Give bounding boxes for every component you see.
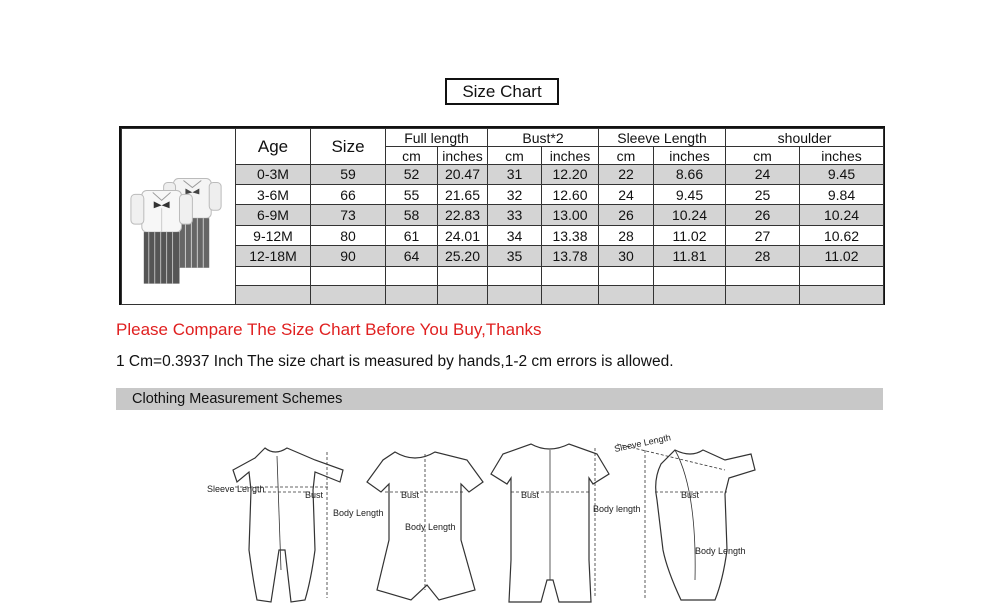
header-shoulder: shoulder (726, 129, 884, 147)
cell-shoulder-in: 9.45 (800, 164, 884, 184)
table-row-empty (122, 266, 884, 285)
cell-full-length-cm: 52 (386, 164, 438, 184)
header-size: Size (311, 129, 386, 165)
table-row (122, 246, 884, 266)
baby-romper-image (122, 129, 235, 302)
cell-bust-in: 13.38 (542, 225, 599, 245)
measurement-diagram (205, 430, 765, 610)
size-chart-title: Size Chart (445, 78, 559, 105)
cell-full-length-cm: 61 (386, 225, 438, 245)
cell-full-length-cm: 58 (386, 205, 438, 225)
cell-bust-cm: 34 (488, 225, 542, 245)
cell-sleeve-in: 10.24 (654, 205, 726, 225)
cell-bust-in: 13.00 (542, 205, 599, 225)
cell-full-length-in: 21.65 (438, 185, 488, 205)
cell-size: 90 (311, 246, 386, 266)
cell-full-length-cm: 64 (386, 246, 438, 266)
cell-shoulder-cm: 24 (726, 164, 800, 184)
cell-age: 6-9M (236, 205, 311, 225)
cell-shoulder-in: 10.62 (800, 225, 884, 245)
cell-size: 59 (311, 164, 386, 184)
subheader-inches: inches (438, 147, 488, 164)
size-chart-table (119, 126, 885, 305)
cell-shoulder-cm: 28 (726, 246, 800, 266)
section-title: Clothing Measurement Schemes (132, 391, 343, 407)
cell-size: 73 (311, 205, 386, 225)
cell-sleeve-in: 11.02 (654, 225, 726, 245)
cell-age: 9-12M (236, 225, 311, 245)
table-row (122, 205, 884, 225)
cell-shoulder-in: 11.02 (800, 246, 884, 266)
cell-shoulder-in: 9.84 (800, 185, 884, 205)
subheader-cm: cm (726, 147, 800, 164)
cell-bust-cm: 35 (488, 246, 542, 266)
cell-full-length-cm: 55 (386, 185, 438, 205)
subheader-inches: inches (654, 147, 726, 164)
section-header (116, 388, 883, 410)
table-row-empty (122, 286, 884, 305)
cell-sleeve-in: 11.81 (654, 246, 726, 266)
cell-shoulder-cm: 27 (726, 225, 800, 245)
cell-shoulder-cm: 26 (726, 205, 800, 225)
cell-size: 66 (311, 185, 386, 205)
product-photo (122, 129, 236, 305)
diagram-label-bust: Bust (401, 490, 420, 500)
cell-bust-cm: 32 (488, 185, 542, 205)
measurement-notice: 1 Cm=0.3937 Inch The size chart is measured by hands,1-2 cm errors is allowed. (116, 353, 674, 370)
cell-sleeve-cm: 28 (599, 225, 654, 245)
cell-sleeve-cm: 30 (599, 246, 654, 266)
romper-long-sleeve-drawing (233, 448, 343, 602)
header-age: Age (236, 129, 311, 165)
table-row (122, 164, 884, 184)
subheader-cm: cm (599, 147, 654, 164)
subheader-cm: cm (386, 147, 438, 164)
diagram-label-bust: Bust (305, 490, 324, 500)
cell-sleeve-cm: 26 (599, 205, 654, 225)
cell-bust-in: 12.20 (542, 164, 599, 184)
cell-shoulder-cm: 25 (726, 185, 800, 205)
cell-full-length-in: 22.83 (438, 205, 488, 225)
cell-full-length-in: 25.20 (438, 246, 488, 266)
table-row (122, 185, 884, 205)
diagram-label-body-length: Body Length (405, 522, 456, 532)
subheader-cm: cm (488, 147, 542, 164)
diagram-label-bust: Bust (681, 490, 700, 500)
diagram-label-bust: Bust (521, 490, 540, 500)
cell-sleeve-cm: 24 (599, 185, 654, 205)
cell-full-length-in: 24.01 (438, 225, 488, 245)
cell-size: 80 (311, 225, 386, 245)
subheader-inches: inches (800, 147, 884, 164)
cell-age: 0-3M (236, 164, 311, 184)
header-full-length: Full length (386, 129, 488, 147)
diagram-label-body-length: Body Length (695, 546, 746, 556)
cell-full-length-in: 20.47 (438, 164, 488, 184)
cell-bust-in: 12.60 (542, 185, 599, 205)
header-bust: Bust*2 (488, 129, 599, 147)
diagram-label-body-length-lower: Body length (593, 504, 641, 514)
header-sleeve-length: Sleeve Length (599, 129, 726, 147)
compare-notice: Please Compare The Size Chart Before You Buy,Thanks (116, 320, 542, 339)
cell-age: 3-6M (236, 185, 311, 205)
table-row (122, 225, 884, 245)
cell-bust-in: 13.78 (542, 246, 599, 266)
diagram-label-body-length: Body Length (333, 508, 384, 518)
cell-sleeve-cm: 22 (599, 164, 654, 184)
cell-bust-cm: 33 (488, 205, 542, 225)
subheader-inches: inches (542, 147, 599, 164)
cell-age: 12-18M (236, 246, 311, 266)
diagram-label-sleeve-length-lower: Sleeve Length (613, 432, 672, 454)
cell-shoulder-in: 10.24 (800, 205, 884, 225)
cell-sleeve-in: 8.66 (654, 164, 726, 184)
cell-sleeve-in: 9.45 (654, 185, 726, 205)
kimono-romper-drawing (656, 450, 755, 600)
diagram-label-sleeve-length: Sleeve Length (207, 484, 265, 494)
cell-bust-cm: 31 (488, 164, 542, 184)
